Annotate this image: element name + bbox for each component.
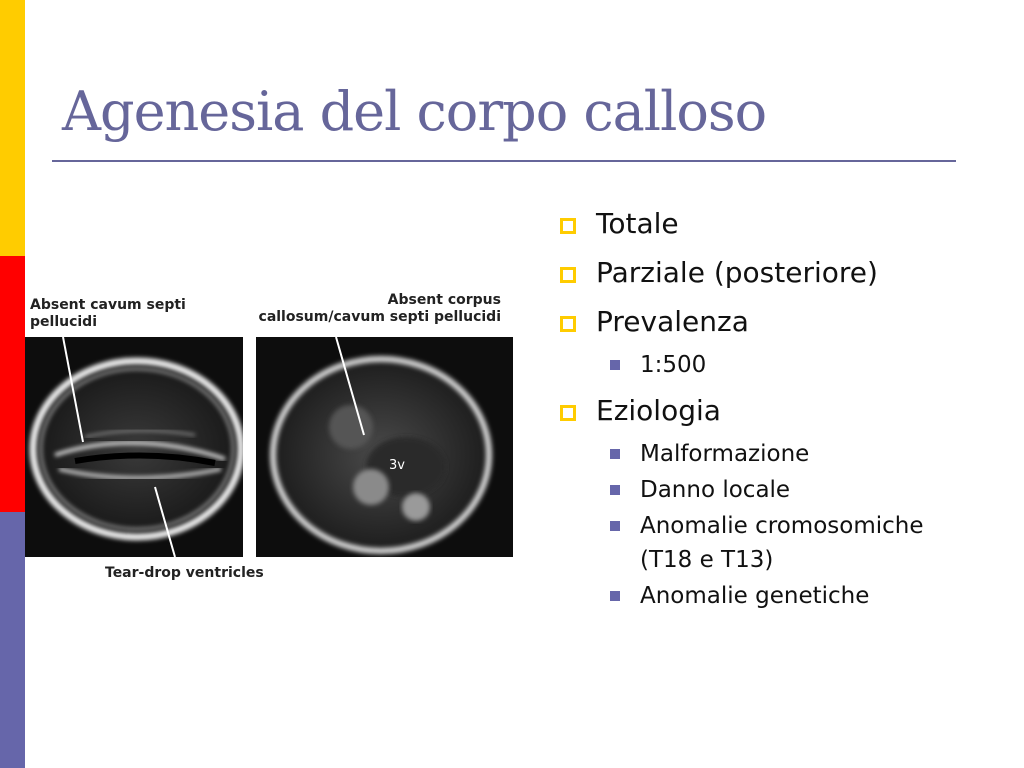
caption-right-line1: Absent corpus <box>387 292 501 308</box>
caption-absent-cavum <box>30 297 186 331</box>
sub-bullet-square-icon <box>610 521 620 531</box>
sub-bullet-label: Malformazione <box>640 441 810 467</box>
bullet-label: Totale <box>596 207 679 240</box>
bullet-list <box>556 205 976 623</box>
sub-bullet <box>556 579 976 613</box>
bullet-parziale <box>556 254 976 292</box>
ultrasound-scan-axial <box>25 337 243 557</box>
slide-title: Agenesia del corpo calloso <box>62 80 767 143</box>
bullet-eziologia <box>556 392 976 430</box>
bullet-prevalenza <box>556 303 976 341</box>
caption-left-line1: Absent cavum septi <box>30 297 186 313</box>
sub-bullet <box>556 473 976 507</box>
ultrasound-scan-coronal <box>256 337 513 557</box>
sub-bullet <box>556 509 976 577</box>
bullet-label: Prevalenza <box>596 305 749 338</box>
caption-absent-corpus <box>259 292 501 326</box>
ultrasound-figure <box>25 290 513 590</box>
sub-bullet <box>556 348 976 382</box>
bullet-square-icon <box>560 267 576 283</box>
bullet-square-icon <box>560 218 576 234</box>
accent-band-red <box>0 256 25 512</box>
accent-band-yellow <box>0 0 25 256</box>
bullet-square-icon <box>560 316 576 332</box>
bullet-totale <box>556 205 976 243</box>
caption-right-line2: callosum/cavum septi pellucidi <box>258 309 501 325</box>
sub-bullet-square-icon <box>610 449 620 459</box>
sub-bullet-label: Danno locale <box>640 477 791 503</box>
sub-list-eziologia <box>556 437 976 613</box>
sub-bullet-square-icon <box>610 591 620 601</box>
label-third-ventricle: 3v <box>389 458 405 473</box>
sub-bullet-label: Anomalie cromosomiche (T18 e T13) <box>640 513 924 573</box>
accent-band-blue <box>0 512 25 768</box>
sub-bullet <box>556 437 976 471</box>
bullet-label: Parziale (posteriore) <box>596 256 878 289</box>
bullet-square-icon <box>560 405 576 421</box>
bullet-label: Eziologia <box>596 394 721 427</box>
caption-tear-drop: Tear-drop ventricles <box>105 565 264 581</box>
title-divider <box>52 160 956 162</box>
sub-bullet-square-icon <box>610 360 620 370</box>
sub-list-prevalenza <box>556 348 976 382</box>
sub-bullet-label: Anomalie genetiche <box>640 583 870 609</box>
caption-left-line2: pellucidi <box>30 314 97 330</box>
sub-bullet-square-icon <box>610 485 620 495</box>
sub-bullet-label: 1:500 <box>640 352 707 378</box>
